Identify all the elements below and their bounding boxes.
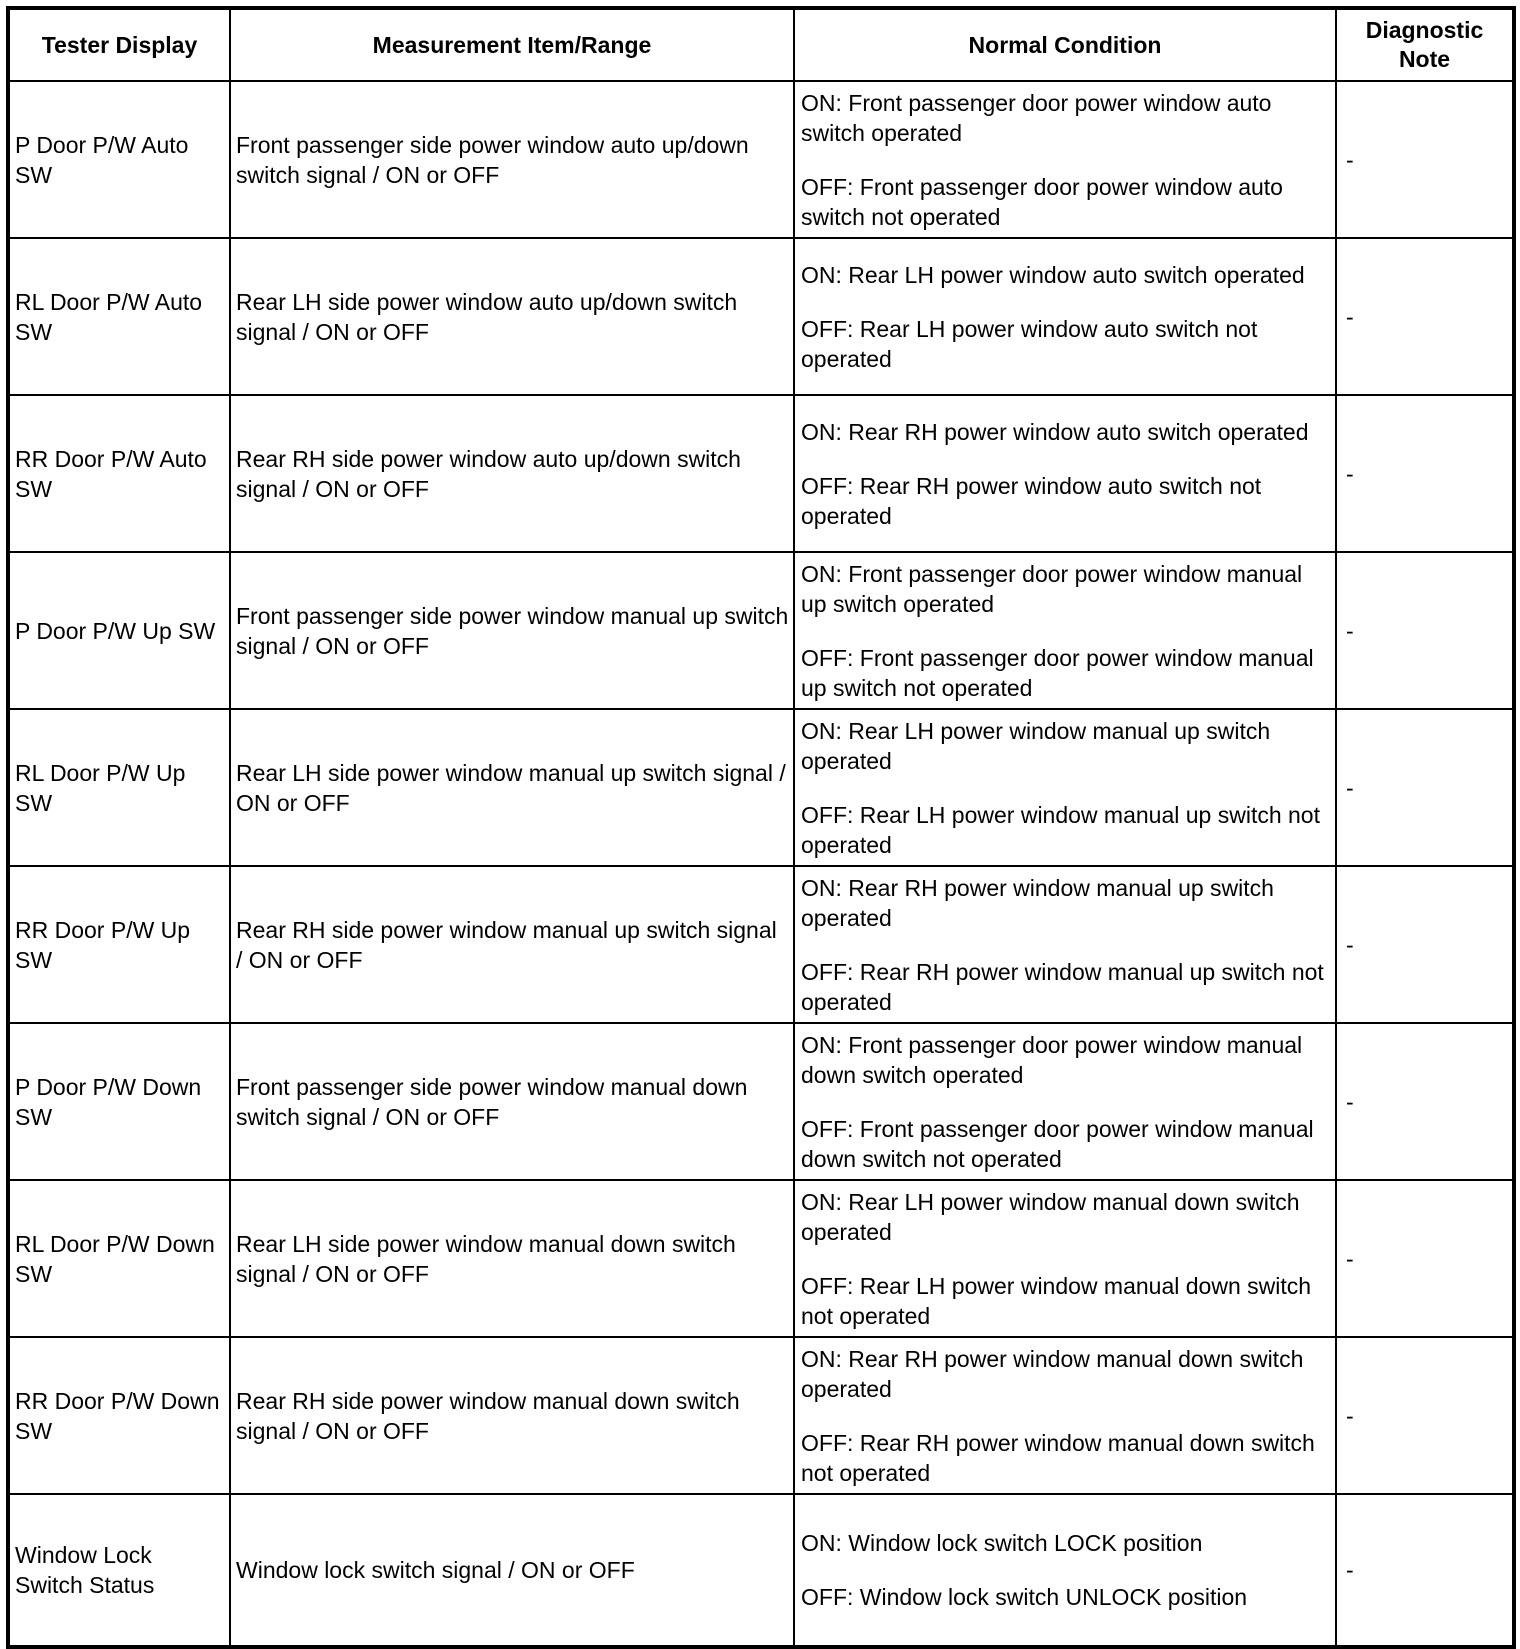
condition-off-text: OFF: Rear RH power window manual down switch not operated — [801, 1429, 1315, 1486]
condition-off-text: OFF: Front passenger door power window auto switch not operated — [801, 173, 1283, 230]
header-normal-condition: Normal Condition — [794, 8, 1336, 81]
diagnostic-note-cell: - — [1336, 238, 1514, 395]
diagnostic-note-cell: - — [1336, 866, 1514, 1023]
condition-on-text: ON: Rear LH power window auto switch operated — [801, 261, 1305, 288]
normal-condition-cell — [794, 1023, 1336, 1180]
table-row — [8, 866, 1514, 1023]
tester-display-cell: P Door P/W Down SW — [8, 1023, 230, 1180]
condition-on-text: ON: Front passenger door power window auto switch operated — [801, 89, 1272, 146]
normal-condition-cell — [794, 552, 1336, 709]
condition-off-text: OFF: Rear RH power window auto switch not operated — [801, 472, 1262, 529]
measurement-item-cell: Rear RH side power window auto up/down switch signal / ON or OFF — [230, 395, 794, 552]
measurement-item-cell: Rear RH side power window manual down switch signal / ON or OFF — [230, 1337, 794, 1494]
tester-display-cell: RL Door P/W Down SW — [8, 1180, 230, 1337]
diagnostic-note-cell: - — [1336, 81, 1514, 238]
table-row — [8, 1180, 1514, 1337]
normal-condition-cell — [794, 1180, 1336, 1337]
measurement-item-cell: Front passenger side power window auto up/down switch signal / ON or OFF — [230, 81, 794, 238]
measurement-item-cell: Front passenger side power window manual down switch signal / ON or OFF — [230, 1023, 794, 1180]
tester-display-cell: RR Door P/W Up SW — [8, 866, 230, 1023]
diagnostic-note-cell: - — [1336, 1337, 1514, 1494]
condition-off-text: OFF: Rear LH power window manual up switch not operated — [801, 801, 1320, 858]
table-row — [8, 1494, 1514, 1647]
tester-display-cell: P Door P/W Auto SW — [8, 81, 230, 238]
condition-on-text: ON: Rear RH power window manual down switch operated — [801, 1345, 1304, 1402]
condition-off-text: OFF: Window lock switch UNLOCK position — [801, 1584, 1248, 1610]
diagnostic-note-cell: - — [1336, 1180, 1514, 1337]
normal-condition-cell — [794, 395, 1336, 552]
table-row — [8, 81, 1514, 238]
diagnostic-note-cell: - — [1336, 395, 1514, 552]
normal-condition-cell — [794, 238, 1336, 395]
header-diagnostic-note: Diagnostic Note — [1336, 8, 1514, 81]
table-row — [8, 1023, 1514, 1180]
condition-on-text: ON: Window lock switch LOCK position — [801, 1530, 1203, 1556]
condition-off-text: OFF: Rear LH power window manual down switch not operated — [801, 1272, 1312, 1329]
measurement-item-cell: Rear LH side power window auto up/down switch signal / ON or OFF — [230, 238, 794, 395]
condition-on-text: ON: Rear RH power window manual up switch operated — [801, 874, 1274, 931]
tester-display-cell: Window Lock Switch Status — [8, 1494, 230, 1647]
tester-display-cell: RR Door P/W Down SW — [8, 1337, 230, 1494]
normal-condition-cell — [794, 1494, 1336, 1647]
normal-condition-cell — [794, 81, 1336, 238]
measurement-item-cell: Rear LH side power window manual up switch signal / ON or OFF — [230, 709, 794, 866]
diagnostic-note-cell: - — [1336, 552, 1514, 709]
measurement-item-cell: Window lock switch signal / ON or OFF — [230, 1494, 794, 1647]
header-row — [8, 8, 1514, 81]
measurement-item-cell: Front passenger side power window manual up switch signal / ON or OFF — [230, 552, 794, 709]
diagnostic-note-cell: - — [1336, 709, 1514, 866]
tester-display-cell: RL Door P/W Up SW — [8, 709, 230, 866]
condition-on-text: ON: Rear LH power window manual down switch operated — [801, 1188, 1300, 1245]
condition-on-text: ON: Rear LH power window manual up switch operated — [801, 717, 1271, 774]
condition-on-text: ON: Rear RH power window auto switch operated — [801, 418, 1309, 445]
table-row — [8, 552, 1514, 709]
header-tester-display: Tester Display — [8, 8, 230, 81]
condition-off-text: OFF: Front passenger door power window manual down switch not operated — [801, 1115, 1314, 1172]
header-measurement-item: Measurement Item/Range — [230, 8, 794, 81]
normal-condition-cell — [794, 1337, 1336, 1494]
tester-display-cell: RL Door P/W Auto SW — [8, 238, 230, 395]
tester-display-cell: P Door P/W Up SW — [8, 552, 230, 709]
table-row — [8, 395, 1514, 552]
measurement-item-cell: Rear RH side power window manual up switch signal / ON or OFF — [230, 866, 794, 1023]
tester-display-cell: RR Door P/W Auto SW — [8, 395, 230, 552]
diagnostic-note-cell: - — [1336, 1494, 1514, 1647]
normal-condition-cell — [794, 866, 1336, 1023]
condition-on-text: ON: Front passenger door power window manual up switch operated — [801, 560, 1303, 617]
diagnostic-note-cell: - — [1336, 1023, 1514, 1180]
table-row — [8, 238, 1514, 395]
condition-off-text: OFF: Rear LH power window auto switch not operated — [801, 315, 1258, 372]
condition-off-text: OFF: Rear RH power window manual up switch not operated — [801, 958, 1324, 1015]
table-row — [8, 709, 1514, 866]
condition-off-text: OFF: Front passenger door power window manual up switch not operated — [801, 644, 1314, 701]
data-list-table — [6, 6, 1516, 1649]
measurement-item-cell: Rear LH side power window manual down switch signal / ON or OFF — [230, 1180, 794, 1337]
normal-condition-cell — [794, 709, 1336, 866]
condition-on-text: ON: Front passenger door power window manual down switch operated — [801, 1031, 1303, 1088]
table-body — [8, 81, 1514, 1647]
table-row — [8, 1337, 1514, 1494]
